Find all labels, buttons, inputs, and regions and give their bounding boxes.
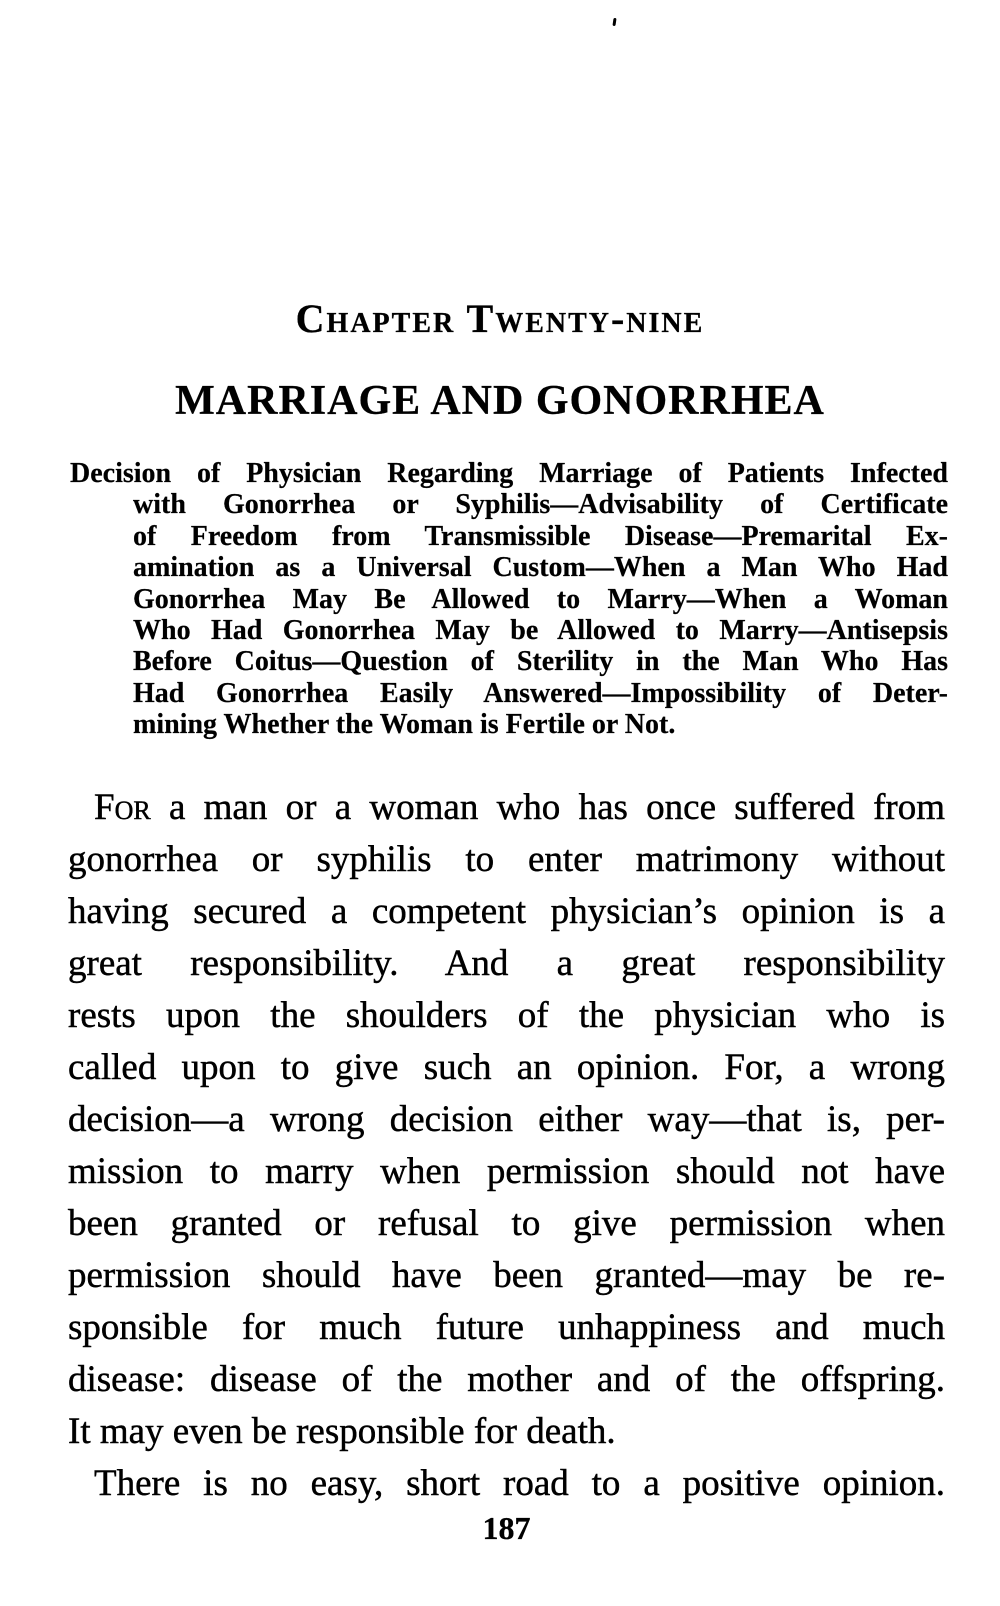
- synopsis-line: Before Coitus—Question of Sterility in the Man Who Has: [133, 646, 948, 678]
- page-number: 187: [482, 1510, 531, 1546]
- body-text: [68, 782, 945, 1510]
- body-line: sponsible for much future unhappiness and much: [68, 1307, 945, 1348]
- body-line: [94, 782, 945, 834]
- body-line: mission to marry when permission should not have: [68, 1151, 945, 1192]
- synopsis-line: with Gonorrhea or Syphilis—Advisability of Certificate: [133, 489, 948, 521]
- body-line: disease: disease of the mother and of the offspring.: [68, 1359, 945, 1400]
- body-line: permission should have been granted—may be re-: [68, 1255, 945, 1296]
- synopsis-line: Had Gonorrhea Easily Answered—Impossibility of Deter-: [133, 677, 948, 709]
- lead-word: For: [94, 787, 151, 828]
- synopsis-line: mining Whether the Woman is Fertile or Not.: [133, 709, 676, 741]
- body-line: gonorrhea or syphilis to enter matrimony without: [68, 839, 945, 880]
- synopsis-line: Gonorrhea May Be Allowed to Marry—When a Woman: [133, 583, 948, 615]
- body-line: been granted or refusal to give permission when: [68, 1203, 945, 1244]
- body-line: There is no easy, short road to a positive opinion.: [94, 1463, 945, 1504]
- body-line: great responsibility. And a great responsibility: [68, 943, 945, 984]
- page-title: MARRIAGE AND GONORRHEA: [175, 378, 825, 424]
- body-line: decision—a wrong decision either way—that is, per-: [68, 1099, 945, 1140]
- body-line: having secured a competent physician’s opinion is a: [68, 891, 945, 932]
- synopsis-line: Who Had Gonorrhea May be Allowed to Marry—Antisepsis: [133, 614, 948, 646]
- body-line: It may even be responsible for death.: [68, 1411, 616, 1452]
- body-line: called upon to give such an opinion. For, a wrong: [68, 1047, 945, 1088]
- chapter-heading: Chapter Twenty-nine: [295, 296, 705, 341]
- synopsis-line: of Freedom from Transmissible Disease—Premarital Ex-: [133, 520, 948, 552]
- scan-speck: [612, 18, 616, 26]
- synopsis-line: amination as a Universal Custom—When a Man Who Had: [133, 552, 948, 584]
- body-line-text: a man or a woman who has once suffered from: [168, 787, 945, 828]
- chapter-synopsis: [70, 458, 948, 741]
- body-line: rests upon the shoulders of the physician who is: [68, 995, 945, 1036]
- synopsis-line: Decision of Physician Regarding Marriage of Patients Infected: [70, 458, 948, 489]
